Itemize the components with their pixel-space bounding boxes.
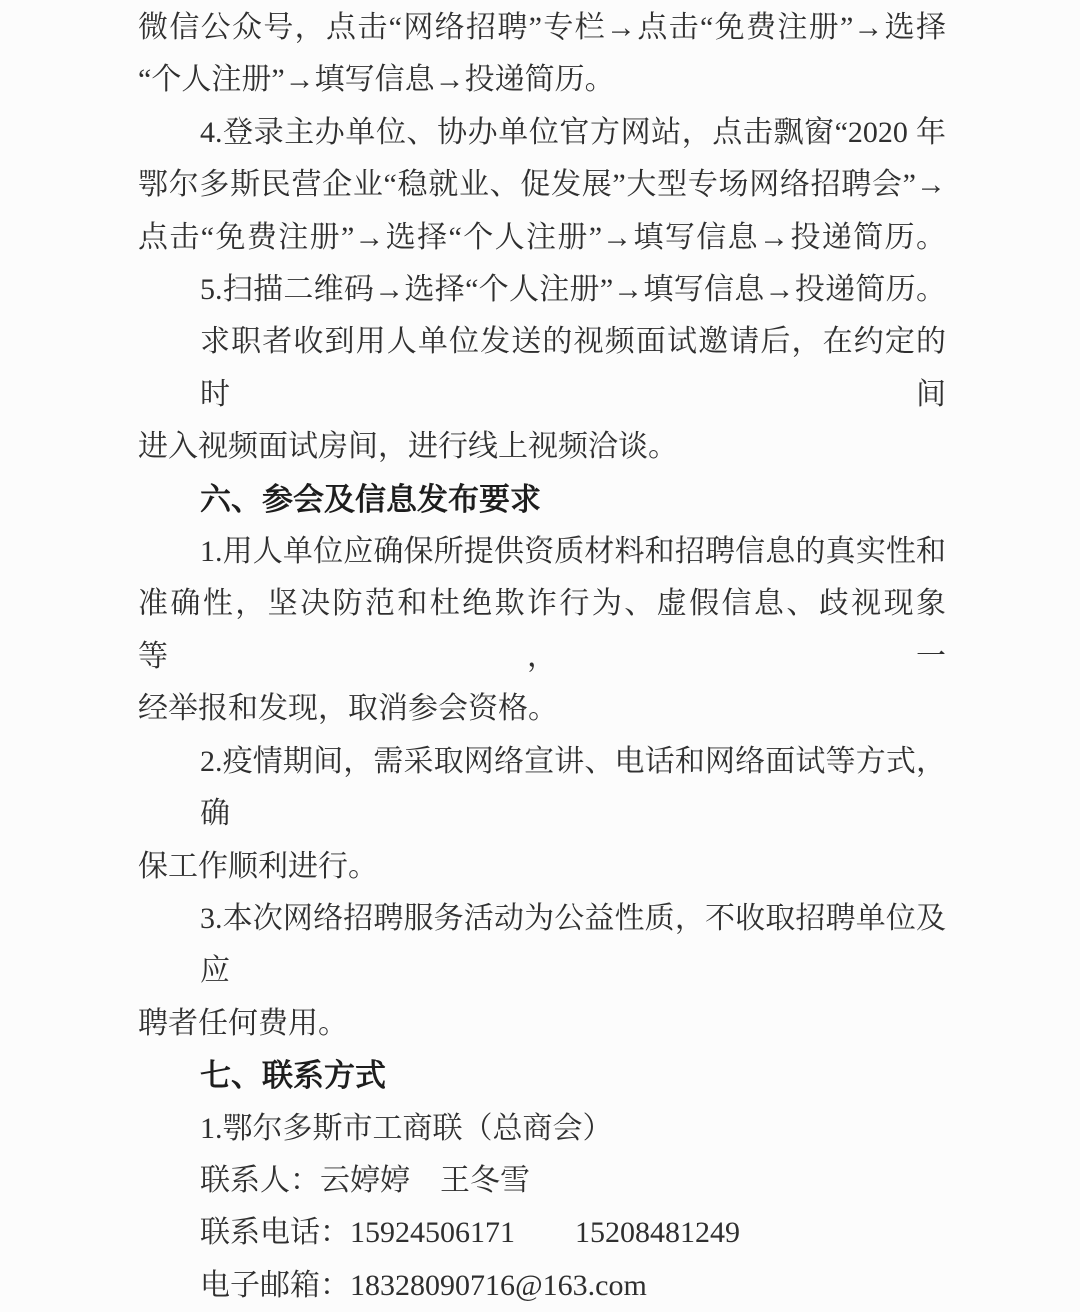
- text-line: 3.本次网络招聘服务活动为公益性质，不收取招聘单位及应: [200, 901, 946, 988]
- text-line: 4.登录主办单位、协办单位官方网站，点击飘窗“2020 年: [200, 115, 946, 149]
- section-heading: 六、参会及信息发布要求: [200, 481, 541, 517]
- text-line: 鄂尔多斯民营企业“稳就业、促发展”大型专场网络招聘会”→: [138, 168, 946, 202]
- text-line: 5.扫描二维码→选择“个人注册”→填写信息→投递简历。: [200, 273, 946, 307]
- text-line: 1.用人单位应确保所提供资质材料和招聘信息的真实性和: [200, 535, 946, 569]
- text-line: 进入视频面试房间，进行线上视频洽谈。: [138, 430, 678, 464]
- text-line: 点击“免费注册”→选择“个人注册”→填写信息→投递简历。: [138, 220, 946, 254]
- text-line: 微信公众号，点击“网络招聘”专栏→点击“免费注册”→选择: [138, 11, 946, 44]
- text-line: 准确性，坚决防范和杜绝欺诈行为、虚假信息、歧视现象等，一: [138, 587, 946, 673]
- section-heading: 七、联系方式: [200, 1058, 386, 1094]
- text-line: 经举报和发现，取消参会资格。: [138, 692, 558, 726]
- text-line: 联系电话：15924506171 15208481249: [200, 1216, 740, 1250]
- text-line: 求职者收到用人单位发送的视频面试邀请后，在约定的时间: [200, 325, 946, 411]
- text-line: 保工作顺利进行。: [138, 849, 378, 883]
- text-line: “个人注册”→填写信息→投递简历。: [138, 63, 615, 97]
- text-line: 电子邮箱：18328090716@163.com: [200, 1268, 647, 1302]
- text-line: 2.疫情期间，需采取网络宣讲、电话和网络面试等方式，确: [200, 744, 946, 831]
- text-line: 聘者任何费用。: [138, 1006, 348, 1040]
- text-line: 1.鄂尔多斯市工商联（总商会）: [200, 1111, 613, 1145]
- text-line: 联系人：云婷婷 王冬雪: [200, 1163, 530, 1197]
